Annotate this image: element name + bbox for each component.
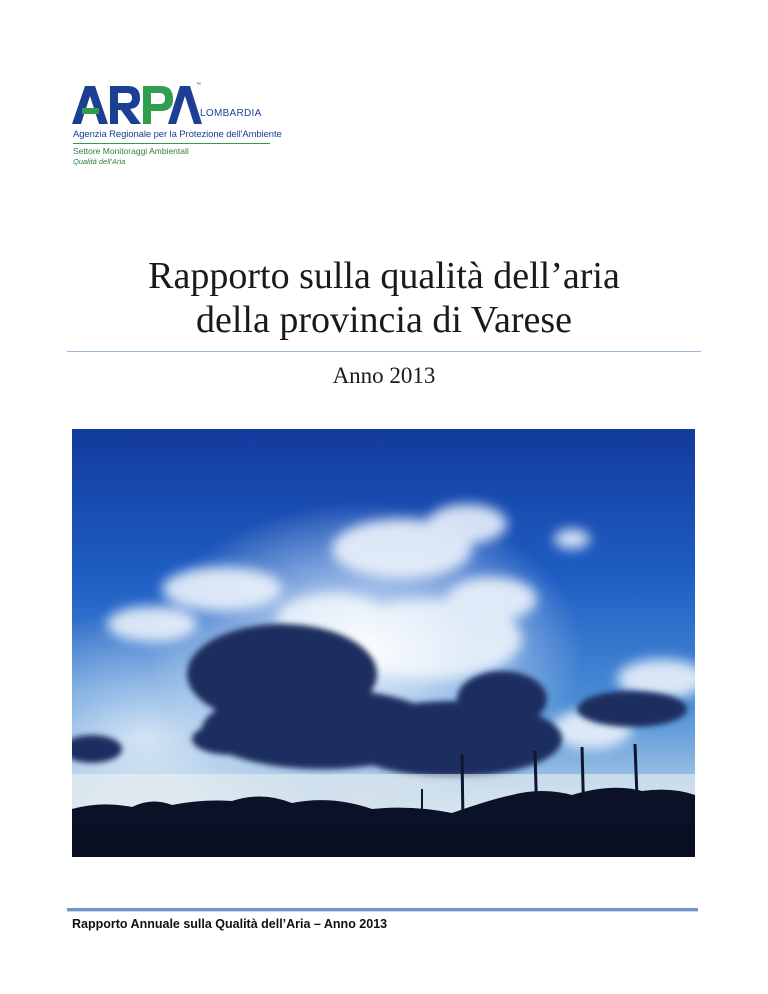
title-line-1: Rapporto sulla qualità dell’aria — [148, 255, 620, 297]
footer-divider — [67, 908, 698, 912]
document-title — [0, 254, 768, 342]
sky-clouds-image — [72, 429, 695, 857]
logo-region: LOMBARDIA — [200, 108, 262, 119]
document-subtitle: Anno 2013 — [332, 363, 436, 388]
arpa-wordmark — [70, 78, 202, 126]
agency-name: Agenzia Regionale per la Protezione dell'Ambiente — [73, 129, 282, 140]
footer-text: Rapporto Annuale sulla Qualità dell’Aria – Anno 2013 — [72, 917, 388, 931]
title-line-2: della provincia di Varese — [196, 299, 572, 341]
unit-name: Qualità dell'Aria — [73, 157, 126, 166]
cover-photo — [72, 429, 695, 857]
trademark-symbol: ™ — [196, 82, 201, 88]
logo-divider — [73, 143, 270, 144]
sector-name: Settore Monitoraggi Ambientali — [73, 146, 189, 156]
arpa-logo — [70, 78, 280, 178]
title-divider — [67, 351, 701, 352]
